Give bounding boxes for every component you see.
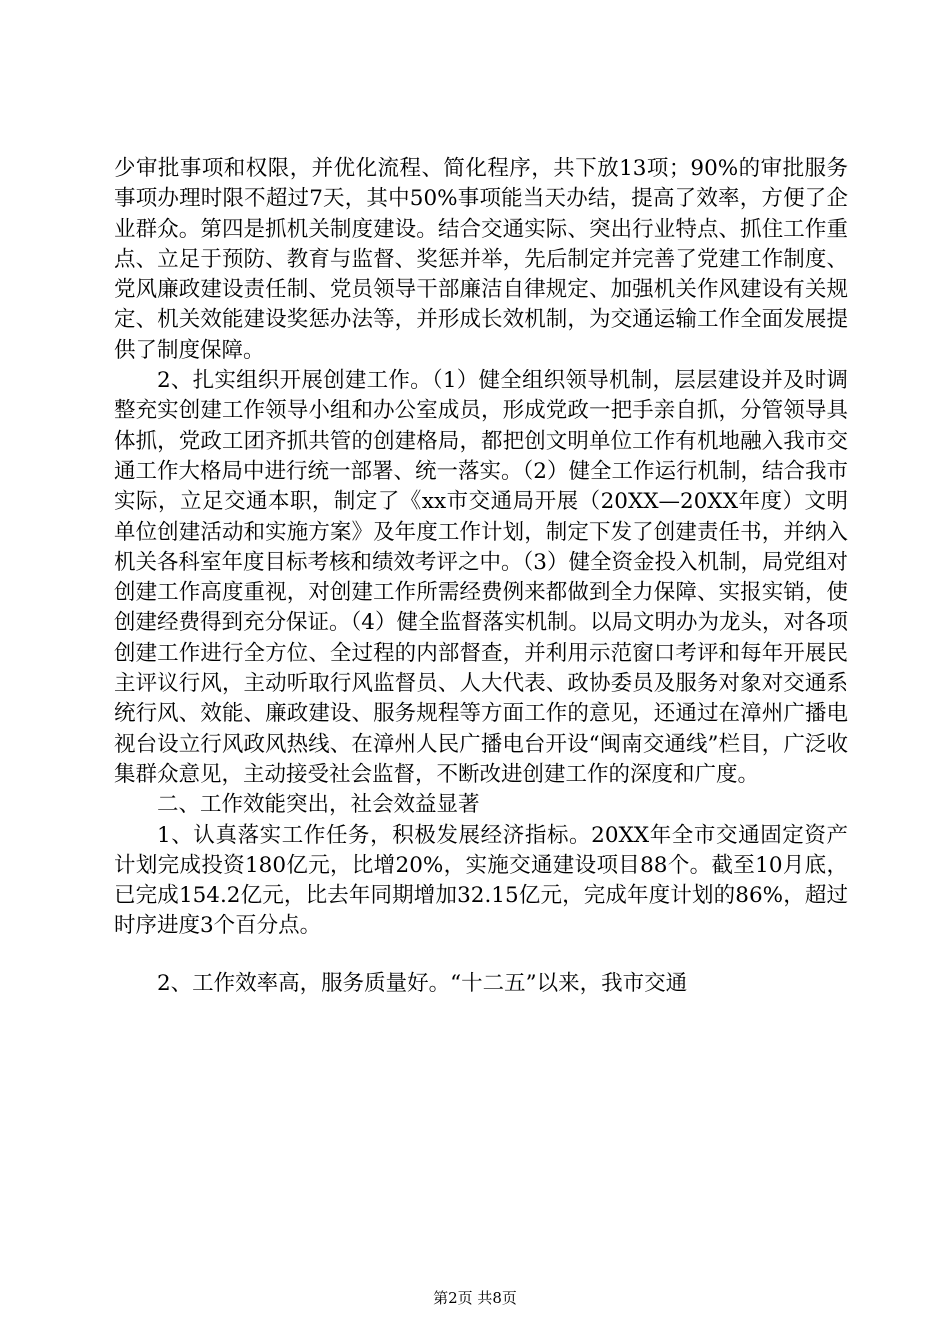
section-heading: 二、工作效能突出，社会效益显著: [157, 792, 480, 818]
paragraph-continuation: 少审批事项和权限，并优化流程、简化程序，共下放13项；90%的审批服务事项办理时限不超过7天，其中50%事项能当天办结，提高了效率，方便了企业群众。第四是抓机关制度建设。结合交通实际、突出行业特点、抓住工作重点、立足于预防、教育与监督、奖惩并举，先后制定并完善了党建工作制度、党风廉政建设责任制、党员领导干部廉洁自律规定、加强机关作风建设有关规定、机关效能建设奖惩办法等，并形成长效机制，为交通运输工作全面发展提供了制度保障。: [114, 156, 848, 363]
paragraph-work-efficiency: 2、工作效率高，服务质量好。“十二五”以来，我市交通: [157, 970, 688, 996]
paragraph-creation-work: 2、扎实组织开展创建工作。（1）健全组织领导机制，层层建设并及时调整充实创建工作领导小组和办公室成员，形成党政一把手亲自抓，分管领导具体抓，党政工团齐抓共管的创建格局，都把创文明单位工作有机地融入我市交通工作大格局中进行统一部署、统一落实。（2）健全工作运行机制，结合我市实际，立足交通本职，制定了《xx市交通局开展（20XX—20XX年度）文明单位创建活动和实施方案》及年度工作计划，制定下发了创建责任书，并纳入机关各科室年度目标考核和绩效考评之中。（3）健全资金投入机制，局党组对创建工作高度重视，对创建工作所需经费例来都做到全力保障、实报实销，使创建经费得到充分保证。（4）健全监督落实机制。以局文明办为龙头，对各项创建工作进行全方位、全过程的内部督查，并利用示范窗口考评和每年开展民主评议行风，主动听取行风监督员、人大代表、政协委员及服务对象对交通系统行风、效能、廉政建设、服务规程等方面工作的意见，还通过在漳州广播电视台设立行风政风热线、在漳州人民广播电台开设“闽南交通线”栏目，广泛收集群众意见，主动接受社会监督，不断改进创建工作的深度和广度。: [114, 368, 848, 787]
page-number-footer: 第2页 共8页: [433, 1289, 517, 1307]
paragraph-economic-indicators: 1、认真落实工作任务，积极发展经济指标。20XX年全市交通固定资产计划完成投资180亿元，比增20%，实施交通建设项目88个。截至10月底，已完成154.2亿元，比去年同期增加32.15亿元，完成年度计划的86%，超过时序进度3个百分点。: [114, 822, 848, 939]
paragraph-spacer: [114, 942, 848, 969]
document-body: [114, 154, 848, 999]
